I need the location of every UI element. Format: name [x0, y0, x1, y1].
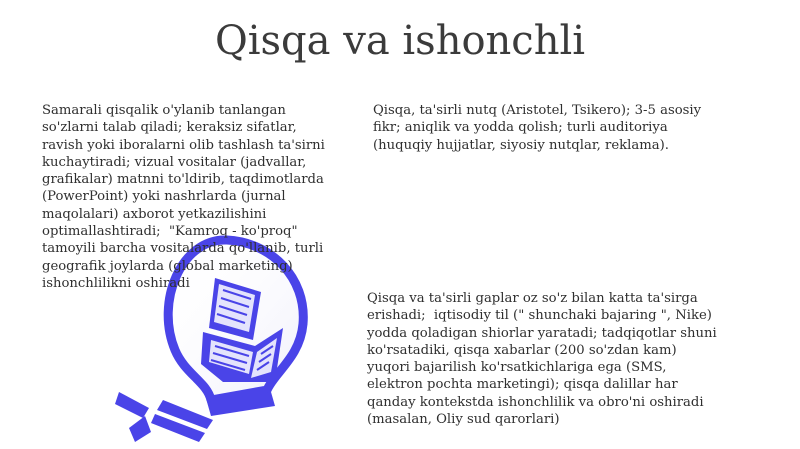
right-top-text-block: Qisqa, ta'sirli nutq (Aristotel, Tsikero); 3-5 asosiy fikr; aniqlik va yodda qolish; turli auditoriya (huquqiy hujjatlar, siyosiy nutqlar, reklama). [373, 103, 702, 153]
left-text-block: Samarali qisqalik o'ylanib tanlangan so'zlarni talab qiladi; keraksiz sifatlar, ravish yoki iboralarni olib tashlash ta'sirni kuchaytiradi; vizual vositalar (jadvallar, grafikalar) matnni to'ldirib, taqdimotlarda (PowerPoint) yoki nashrlarda (jurnal maqolalari) axborot yetkazilishini optimallashtiradi; "Kamroq - ko'proq" tamoyili barcha vositalarda qo'llanib, turli geografik joylarda (global marketing) ishonchlilikni oshiradi [42, 103, 325, 291]
right-bottom-text-block: Qisqa va ta'sirli gaplar oz so'z bilan katta ta'sirga erishadi; iqtisodiy til (" shunchaki bajaring ", Nike) yodda qoladigan shiorlar yaratadi; tadqiqotlar shuni ko'rsatadiki, qisqa xabarlar (200 so'zdan kam) yuqori bajarilish ko'rsatkichlariga ega (SMS, elektron pochta marketingi); qisqa dalillar har qanday kontekstda ishonchlilik va obro'ni oshiradi (masalan, Oliy sud qarorlari) [367, 291, 717, 428]
slide-title: Qisqa va ishonchli [214, 18, 586, 64]
